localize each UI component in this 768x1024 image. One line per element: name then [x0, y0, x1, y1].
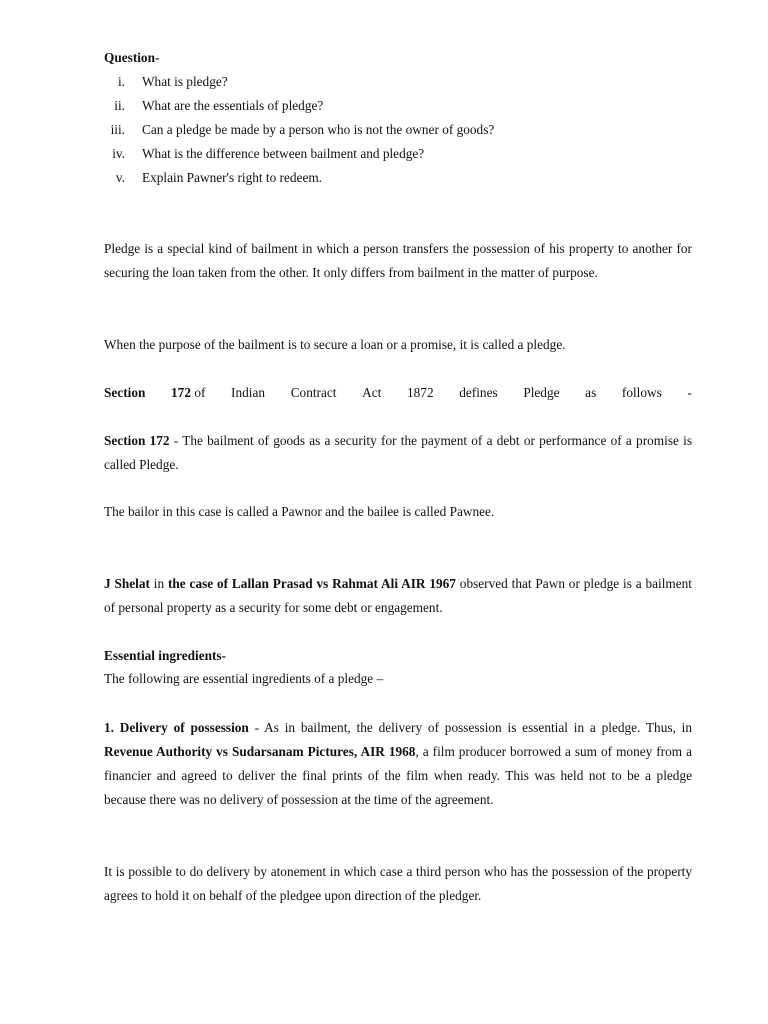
list-item: [104, 70, 692, 94]
list-item: [104, 166, 692, 190]
paragraph-atonement: It is possible to do delivery by atonement in which case a third person who has the possession of the property agrees to hold it on behalf of the pledgee upon direction of the pledger.: [104, 864, 692, 903]
delivery-text-2: , a film producer borrowed a sum of money from a financier and agreed to deliver the final prints of the film when ready. This was held not to be a pledge because there was no delivery of possession at the time of the agreement.: [104, 744, 692, 807]
question-text: Can a pledge be made by a person who is not the owner of goods?: [142, 122, 495, 137]
word: as: [585, 385, 597, 400]
word: Contract: [290, 385, 337, 400]
list-item: [104, 142, 692, 166]
essential-intro: The following are essential ingredients of a pledge –: [104, 671, 384, 686]
paragraph-section-172: [104, 429, 692, 477]
list-item: [104, 94, 692, 118]
question-list: [104, 70, 692, 190]
word: Act: [362, 385, 382, 400]
case-citation: Revenue Authority vs Sudarsanam Pictures, AIR 1968: [104, 744, 416, 759]
question-text: What are the essentials of pledge?: [142, 98, 324, 113]
section-172-label: Section 172: [104, 433, 170, 448]
question-number: iv.: [112, 146, 125, 161]
word: Pledge: [523, 385, 560, 400]
shelat-text: observed that Pawn or pledge is a bailment of personal property as a security for some debt or engagement.: [104, 576, 692, 615]
word: follows: [621, 385, 662, 400]
paragraph-shelat: [104, 572, 692, 620]
question-number: iii.: [110, 122, 125, 137]
judge-name: J Shelat: [104, 576, 150, 591]
question-number: i.: [117, 74, 125, 89]
paragraph-definition: Pledge is a special kind of bailment in which a person transfers the possession of his property to another for securing the loan taken from the other. It only differs from bailment in the matter of purpose.: [104, 241, 692, 280]
section-172-intro-line: [104, 381, 692, 405]
word: of: [194, 385, 206, 400]
list-item: [104, 118, 692, 142]
essential-heading: Essential ingredients-: [104, 648, 227, 663]
case-citation: the case of Lallan Prasad vs Rahmat Ali AIR 1967: [167, 576, 456, 591]
question-text: Explain Pawner's right to redeem.: [142, 170, 323, 185]
section-172-text: - The bailment of goods as a security for the payment of a debt or performance of a promise is called Pledge.: [104, 433, 692, 472]
section-number: 172: [171, 385, 191, 400]
question-heading: Question-: [104, 50, 160, 65]
word: Indian: [231, 385, 266, 400]
delivery-text-1: - As in bailment, the delivery of possession is essential in a pledge. Thus, in: [248, 720, 692, 735]
question-number: ii.: [114, 98, 125, 113]
paragraph-purpose: When the purpose of the bailment is to secure a loan or a promise, it is called a pledge.: [104, 337, 566, 352]
delivery-label: 1. Delivery of possession: [104, 720, 249, 735]
question-number: v.: [115, 170, 125, 185]
question-text: What is the difference between bailment and pledge?: [142, 146, 425, 161]
word: defines: [459, 385, 498, 400]
question-text: What is pledge?: [142, 74, 228, 89]
word: 1872: [407, 385, 434, 400]
connector-text: in: [149, 576, 168, 591]
paragraph-delivery: [104, 716, 692, 812]
section-word: Section: [104, 385, 146, 400]
paragraph-bailor: The bailor in this case is called a Pawnor and the bailee is called Pawnee.: [104, 504, 495, 519]
word: -: [687, 385, 692, 400]
